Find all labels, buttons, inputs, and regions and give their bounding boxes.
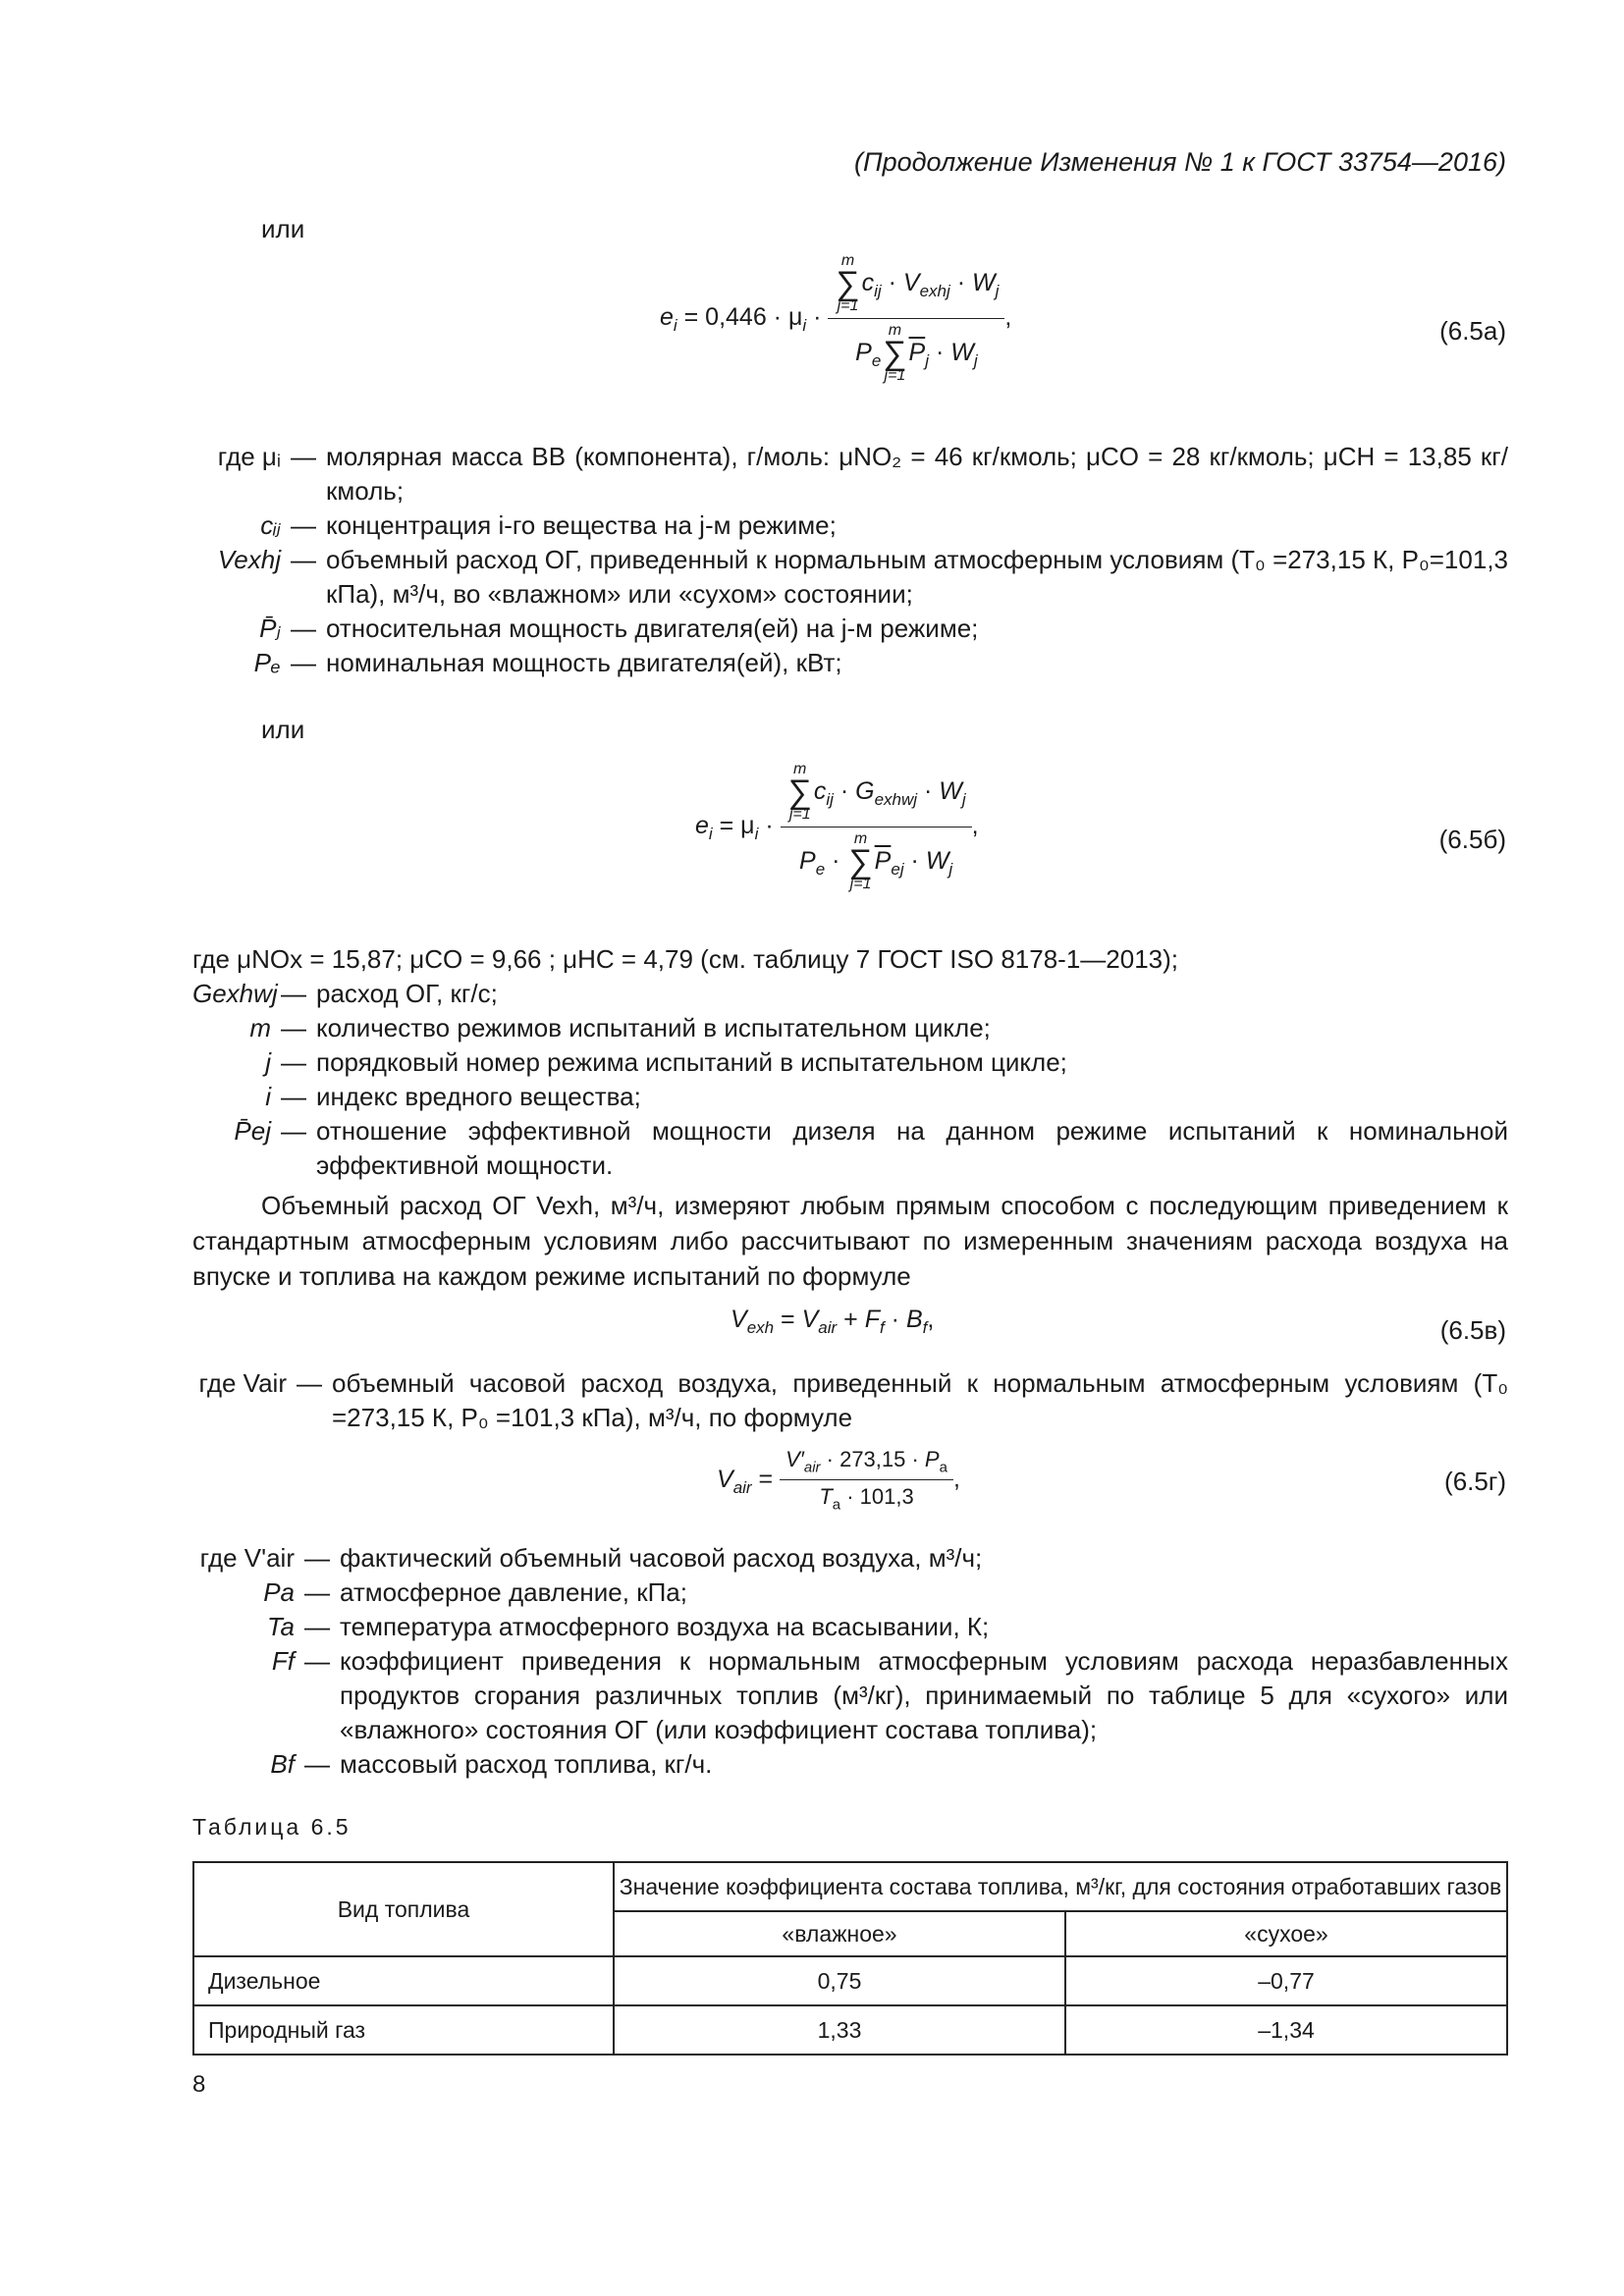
formula-6-5v: $V_{exh} = V_{air} + F_f \cdot B_f$, <box>731 1306 935 1337</box>
definition-item: j — порядковый номер режима испытаний в испытательном цикле; <box>265 1047 1067 1077</box>
definition-item: Ta — температура атмосферного воздуха на всасывании, К; <box>267 1612 990 1641</box>
definition-item: Ff — коэффициент приведения к нормальным атмосферным условиям расхода неразбавленных продуктов сгорания различных топлив (м³/кг), принимаемый по таблице 5 для «сухого» или «влажного» состояния ОГ (или коэффициент состава топлива); <box>271 1646 1508 1744</box>
definition-vair <box>192 1366 1508 1435</box>
definition-item: i — индекс вредного вещества; <box>265 1082 641 1111</box>
paragraph-vexh: Объемный расход ОГ Vexh, м³/ч, измеряют любым прямым способом с последующим приведением к стандартным атмосферным условиям либо рассчитывают по измеренным значениям расхода воздуха на впуске и топлива на каждом режиме испытаний по формуле <box>192 1191 1508 1291</box>
cell-wet: 1,33 <box>614 2005 1065 2055</box>
word-ili-1: или <box>261 214 305 243</box>
equation-number-6-5a: (6.5а) <box>1439 316 1506 346</box>
header-wet: «влажное» <box>614 1911 1065 1956</box>
definitions-list-3 <box>192 1541 1508 1782</box>
equation-number-6-5g: (6.5г) <box>1444 1467 1506 1496</box>
equation-number-6-5v: (6.5в) <box>1439 1315 1506 1345</box>
header-coefficient-group: Значение коэффициента состава топлива, м³/кг, для состояния отработавших газов <box>614 1862 1507 1911</box>
definitions-list-1 <box>192 440 1508 680</box>
definition-item: Pₑ — номинальная мощность двигателя(ей), кВт; <box>253 648 842 677</box>
definition-item: P̄ej — отношение эффективной мощности дизеля на данном режиме испытаний к номинальной эффективной мощности. <box>234 1116 1508 1180</box>
definition-item: где V'air — фактический объемный часовой расход воздуха, м³/ч; <box>199 1543 983 1573</box>
cell-fuel: Дизельное <box>193 1956 614 2005</box>
definitions-list-2 <box>192 977 1508 1183</box>
equation-number-6-5b: (6.5б) <box>1438 825 1506 854</box>
table-caption: Таблица 6.5 <box>192 1814 352 1840</box>
definition-item: Bf — массовый расход топлива, кг/ч. <box>270 1749 713 1779</box>
definition-item: Vexhj — объемный расход ОГ, приведенный к нормальным атмосферным условиям (T₀ =273,15 К, P₀=101,3 кПа), м³/ч, во «влажном» или «сухом» состоянии; <box>217 545 1508 609</box>
cell-fuel: Природный газ <box>193 2005 614 2055</box>
formula-6-5b: $e_i = \mu_i$ · m ∑ j=1 $c_{ij} \cdot G_{exhwj} \cdot W_j$ $P_e$ · m ∑ j=1 $\overline{P}_{ej} \cdot W_j$ , <box>695 761 979 892</box>
word-ili-2: или <box>261 715 305 744</box>
definition-item: где μᵢ — молярная масса ВВ (компонента), г/моль: μNO₂ = 46 кг/кмоль; μCO = 28 кг/кмоль; μCH = 13,85 кг/кмоль; <box>217 442 1508 506</box>
formula-6-5a: $e_i = 0,446 \cdot \mu_i$ · m ∑ j=1 $c_{ij} \cdot V_{exhj} \cdot W_j$ $P_e$ m ∑ j=1 $\overline{P}_j \cdot W_j$ , <box>660 252 1012 384</box>
cell-dry: –1,34 <box>1065 2005 1507 2055</box>
definition-item: Pa — атмосферное давление, кПа; <box>263 1577 687 1607</box>
header-fuel-type: Вид топлива <box>193 1862 614 1956</box>
definition-item: где Vair — объемный часовой расход воздуха, приведенный к нормальным атмосферным условиям (T₀ =273,15 К, P₀ =101,3 кПа), м³/ч, по формуле <box>198 1368 1508 1432</box>
page-number: 8 <box>192 2071 206 2098</box>
running-header: (Продолжение Изменения № 1 к ГОСТ 33754—2016) <box>854 147 1506 177</box>
definition-item: Gexhwj — расход ОГ, кг/с; <box>192 979 498 1008</box>
formula-6-5g: $V_{air}$ = $\frac{V'_{air} \cdot 273,15 \cdot P_a}{T_a \cdot 101,3}$ , <box>717 1447 960 1514</box>
definition-item: m — количество режимов испытаний в испытательном цикле; <box>249 1013 991 1042</box>
mu-values-line: где μNOx = 15,87; μCO = 9,66 ; μHC = 4,79 (см. таблицу 7 ГОСТ ISO 8178-1—2013); <box>192 944 1178 974</box>
cell-wet: 0,75 <box>614 1956 1065 2005</box>
definition-item: P̄ⱼ — относительная мощность двигателя(ей) на j-м режиме; <box>259 614 979 643</box>
table-row <box>193 2005 1507 2055</box>
definition-item: cᵢⱼ — концентрация i-го вещества на j-м режиме; <box>260 510 837 540</box>
fuel-coefficient-table <box>192 1861 1508 2056</box>
header-dry: «сухое» <box>1065 1911 1507 1956</box>
table-row <box>193 1956 1507 2005</box>
cell-dry: –0,77 <box>1065 1956 1507 2005</box>
